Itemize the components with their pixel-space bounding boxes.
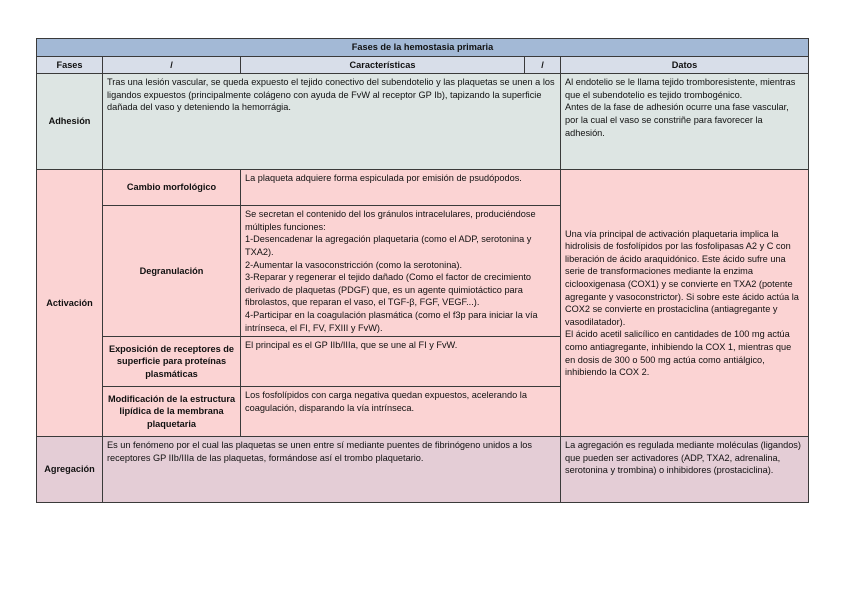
modificacion-text: Los fosfolípidos con carga negativa quedan expuestos, acelerando la coagulación, disparando la vía intrínseca. xyxy=(241,387,561,437)
agregacion-caracteristicas: Es un fenómeno por el cual las plaquetas se unen entre sí mediante puentes de fibrinógeno unidos a los receptores GP IIb/IIIa de las plaquetas, formándose así el trombo plaquetario. xyxy=(103,437,561,503)
hemostasis-table xyxy=(36,38,809,503)
header-slash-2: / xyxy=(525,56,561,74)
adhesion-datos-2: Antes de la fase de adhesión ocurre una fase vascular, por la cual el vaso se constriñe para favorecer la adhesión. xyxy=(565,102,789,138)
degranulacion-line-3: 3-Reparar y regenerar el tejido dañado (Como el factor de crecimiento derivado de plaquetas (PDGF) que, es un agente quimiotáctico para fibrolastos, que reparan el vaso, el TGF-β, FGF, VEGF...). xyxy=(245,272,531,308)
agregacion-datos: La agregación es regulada mediante moléculas (ligandos) que pueden ser activadores (ADP, TXA2, adrenalina, serotonina y trombina) o inhibidores (prostaciclina). xyxy=(561,437,809,503)
degranulacion-text xyxy=(241,206,561,337)
adhesion-caracteristicas: Tras una lesión vascular, se queda expuesto el tejido conectivo del subendotelio y las plaquetas se unen a los ligandos expuestos (principalmente colágeno con ayuda de FvW al receptor GP Ib), tapizando la superficie dañada del vaso y deteniendo la hemorrágia. xyxy=(103,74,561,170)
degranulacion-label: Degranulación xyxy=(103,206,241,337)
header-fases: Fases xyxy=(37,56,103,74)
exposicion-text: El principal es el GP IIb/IIIa, que se une al FI y FvW. xyxy=(241,337,561,387)
activacion-datos-2: El ácido acetil salicílico en cantidades de 100 mg actúa como antiagregante, inhibiendo la COX 1, mientras que en dosis de 300 o 500 mg actúa como antiálgico, inhibiendo la COX 2. xyxy=(565,329,792,378)
table-title-row xyxy=(37,39,809,57)
activacion-datos xyxy=(561,170,809,437)
adhesion-row xyxy=(37,74,809,170)
degranulacion-line-0: Se secretan el contenido del los gránulos intracelulares, produciéndose múltiples funciones: xyxy=(245,209,536,232)
phase-adhesion: Adhesión xyxy=(37,74,103,170)
header-slash-1: / xyxy=(103,56,241,74)
adhesion-datos-1: Al endotelio se le llama tejido tromboresistente, mientras que el subendotelio es tejido trombogénico. xyxy=(565,77,796,100)
phase-activacion: Activación xyxy=(37,170,103,437)
adhesion-datos xyxy=(561,74,809,170)
phase-agregacion: Agregación xyxy=(37,437,103,503)
degranulacion-line-2: 2-Aumentar la vasoconstricción (como la serotonina). xyxy=(245,259,463,270)
cambio-morfologico-text: La plaqueta adquiere forma espiculada por emisión de psudópodos. xyxy=(241,170,561,206)
activacion-row-cambio xyxy=(37,170,809,206)
modificacion-label: Modificación de la estructura lipídica de la membrana plaquetaria xyxy=(103,387,241,437)
activacion-datos-1: Una vía principal de activación plaquetaria implica la hidrolisis de fosfolípidos por las fosfolipasas A2 y C con liberación de ácido araquidónico. Este ácido sufre una serie de transformaciones mediante la enzima ciclooxigenasa (COX1) y se convierte en TXA2 (potente agregante y vasoconstrictor). Si sobre este ácido actúa la COX2 se convierte en prostaciclina (antiagregante y vasodilatador). xyxy=(565,228,799,327)
exposicion-label: Exposición de receptores de superficie para proteínas plasmáticas xyxy=(103,337,241,387)
cambio-morfologico-label: Cambio morfológico xyxy=(103,170,241,206)
table-header-row xyxy=(37,56,809,74)
degranulacion-line-1: 1-Desencadenar la agregación plaquetaria (como el ADP, serotonina y TXA2). xyxy=(245,234,532,257)
header-caracteristicas: Características xyxy=(241,56,525,74)
header-datos: Datos xyxy=(561,56,809,74)
table-title: Fases de la hemostasia primaria xyxy=(37,39,809,57)
degranulacion-line-4: 4-Participar en la coagulación plasmática (como el f3p para iniciar la vía intrínseca, el FI, FV, FXIII y FvW). xyxy=(245,309,538,333)
agregacion-row xyxy=(37,437,809,503)
